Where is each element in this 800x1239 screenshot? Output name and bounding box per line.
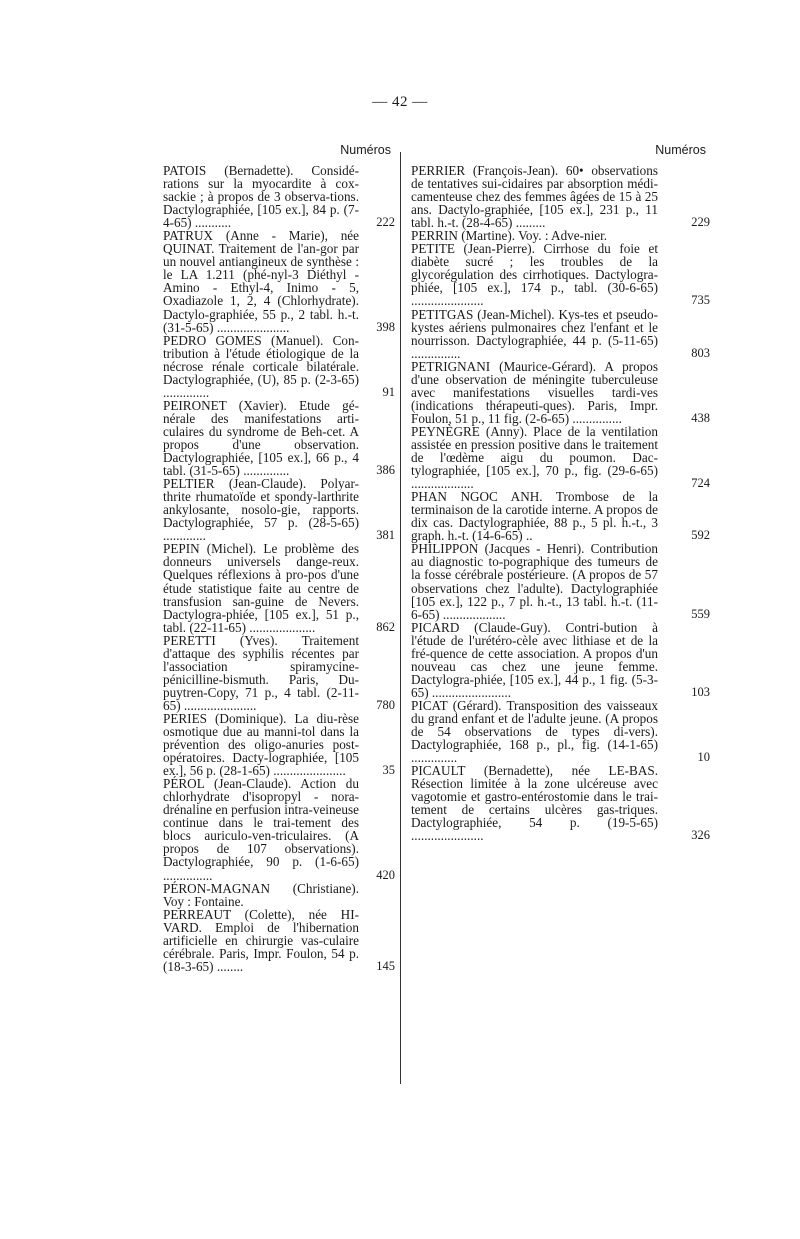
right-entry-list xyxy=(411,163,710,844)
entry-number: 35 xyxy=(382,763,395,778)
entry-text: PÉRON-MAGNAN (Christiane). Voy : Fontaine. xyxy=(163,880,359,909)
entry-text: PHAN NGOC ANH. Trombose de la terminaison de la carotide interne. A propos de dix cas. Dactylographiée, 88 p., 5 pl. h.-t., 3 graph. h.-t. (14-6-65) .. xyxy=(411,489,658,544)
entry-number: 420 xyxy=(376,867,395,882)
bibliography-entry xyxy=(163,332,395,400)
entry-text: PICARD (Claude-Guy). Contri-bution à l'étude de l'urétéro-cèle avec lithiase et de la fré-quence de cette association. A propos d'un nouveau cas chez une jeune femme. Dactylogra-phiée, [105 ex.], 44 p., 1 fig. (5-3-65) ........................ xyxy=(411,619,658,700)
entry-text: PEIRONET (Xavier). Etude gé-nérale des manifestations arti-culaires du syndrome de Beh-cet. A propos d'une observation. Dactylographiée, [105 ex.], 66 p., 4 tabl. (31-5-65) .............. xyxy=(163,397,359,479)
bibliography-entry xyxy=(163,906,395,974)
entry-number: 438 xyxy=(691,410,710,425)
entry-number: 803 xyxy=(691,345,710,360)
column-header-numeros: Numéros xyxy=(340,143,391,157)
entry-text: PATOIS (Bernadette). Considé-rations sur la myocardite à cox-sackie ; à propos de 3 observa-tions. Dactylographiée, [105 ex.], 84 p. (7-4-65) ........... xyxy=(163,163,359,231)
left-column xyxy=(163,143,395,974)
entry-number: 735 xyxy=(691,293,710,308)
bibliography-entry xyxy=(411,697,710,766)
entry-text: PICAULT (Bernadette), née LE-BAS. Résection limitée à la zone ulcéreuse avec vagotomie et gastro-entérostomie dans le trai-tement de certains ulcères gas-triques. Dactylographiée, 54 p. (19-5-65) ...................... xyxy=(411,763,658,844)
entry-number: 724 xyxy=(691,476,710,491)
entry-text: PICAT (Gérard). Transposition des vaisseaux du grand enfant et de l'adulte jeune. (A propos de 54 observations de types di-vers). Dactylographiée, 168 p., pl., fig. (14-1-65) .............. xyxy=(411,697,658,766)
entry-number: 91 xyxy=(382,384,395,399)
bibliography-entry xyxy=(163,476,395,544)
bibliography-entry xyxy=(411,358,710,426)
entry-text: PERRIER (François-Jean). 60• observations de tentatives sui-cidaires par absorption médi-camenteuse chez des femmes âgées de 15 à 25 ans. Dactylo-graphiée, [105 ex.], 231 p., 11 tabl. h.-t. (28-4-65) ......... xyxy=(411,163,658,231)
bibliography-entry xyxy=(163,541,395,635)
bibliography-entry xyxy=(163,710,395,779)
entry-text: PETITE (Jean-Pierre). Cirrhose du foie et diabète sucré ; les troubles de la glycorégulation des cirrhotiques. Dactylogra-phiée, [105 ex.], 174 p., tabl. (30-6-65) ...................... xyxy=(411,241,658,309)
entry-number: 780 xyxy=(376,697,395,712)
entry-number: 381 xyxy=(376,528,395,543)
entry-text: PERETTI (Yves). Traitement d'attaque des syphilis récentes par l'association spiramycine-pénicilline-bismuth. Paris, Du-puytren-Copy, 71 p., 4 tabl. (2-11-65) ...................... xyxy=(163,632,359,713)
entry-text: PEPIN (Michel). Le problème des donneurs universels dange-reux. Quelques réflexions à pro-pos d'une étude statistique faite au centre de transfusion san-guine de Nevers. Dactylogra-phiée, [105 ex.], 51 p., tabl. (22-11-65) .................... xyxy=(163,541,359,635)
right-column xyxy=(411,143,710,844)
bibliography-entry xyxy=(163,397,395,479)
entry-number: 398 xyxy=(376,319,395,334)
bibliography-entry xyxy=(163,632,395,713)
entry-number: 222 xyxy=(376,215,395,230)
bibliography-entry xyxy=(411,163,710,231)
entry-text: PETITGAS (Jean-Michel). Kys-tes et pseudo-kystes aériens pulmonaires chez l'enfant et le nourrisson. Dactylographiée, 44 p. (5-11-65) ............... xyxy=(411,306,658,361)
bibliography-entry xyxy=(411,423,710,492)
bibliography-entry xyxy=(163,776,395,883)
entry-text: PEDRO GOMES (Manuel). Con-tribution à l'étude étiologique de la nécrose rénale corticale bilatérale. Dactylographiée, (U), 85 p. (2-3-65) .............. xyxy=(163,332,359,400)
page-number: — 42 — xyxy=(372,94,428,110)
bibliography-entry xyxy=(411,541,710,622)
entry-number: 145 xyxy=(376,958,395,973)
entry-text: PÉROL (Jean-Claude). Action du chlorhydrate d'isopropyl - nora-drénaline en perfusion intra-veineuse continue dans le trai-tement des blocs auriculo-ven-triculaires. (A propos de 107 observations). Dactylographiée, 90 p. (1-6-65) ............... xyxy=(163,776,359,883)
bibliography-entry xyxy=(411,241,710,309)
bibliography-entry xyxy=(411,619,710,700)
entry-number: 229 xyxy=(691,215,710,230)
bibliography-entry xyxy=(411,489,710,544)
entry-text: PERRIN (Martine). Voy. : Adve-nier. xyxy=(411,228,608,244)
entry-text: PHILIPPON (Jacques - Henri). Contribution au diagnostic to-pographique des tumeurs de la fosse cérébrale postérieure. (A propos de 57 observations chez l'adulte). Dactylographiée [105 ex.], 122 p., 7 pl. h.-t., 13 tabl. h.-t. (11-6-65) ................... xyxy=(411,541,658,622)
bibliography-entry xyxy=(163,163,395,231)
entry-number: 326 xyxy=(691,828,710,843)
entry-number: 10 xyxy=(697,750,710,765)
entry-number: 559 xyxy=(691,606,710,621)
entry-number: 862 xyxy=(376,619,395,634)
entry-text: PEYNÈGRE (Anny). Place de la ventilation assistée en pression positive dans le traitement de l'œdème aigu du poumon. Dac-tylographiée, [105 ex.], 70 p., fig. (29-6-65) ................... xyxy=(411,423,658,492)
bibliography-entry xyxy=(411,763,710,844)
bibliography-entry xyxy=(163,228,395,335)
entry-text: PELTIER (Jean-Claude). Polyar-thrite rhumatoïde et spondy-larthrite ankylosante, nosolo-gie, rapports. Dactylographiée, 57 p. (28-5-65) ............. xyxy=(163,476,359,544)
bibliography-entry xyxy=(163,882,389,908)
entry-text: PETRIGNANI (Maurice-Gérard). A propos d'une observation de méningite tuberculeuse avec manifestations visuelles tardi-ves (indications thérapeuti-ques). Paris, Impr. Foulon, 51 p., 11 fig. (2-6-65) ............... xyxy=(411,358,658,426)
entry-number: 386 xyxy=(376,463,395,478)
column-header-numeros: Numéros xyxy=(655,143,706,157)
entry-number: 103 xyxy=(691,684,710,699)
entry-text: PERREAUT (Colette), née HI-VARD. Emploi de l'hibernation artificielle en chirurgie vas-culaire cérébrale. Paris, Impr. Foulon, 54 p. (18-3-65) ........ xyxy=(163,906,359,974)
bibliography-entry xyxy=(411,306,710,361)
entry-text: PERIES (Dominique). La diu-rèse osmotique due au manni-tol dans la prévention des oligo-anuries post-opératoires. Dacty-lographiée, [105 ex.], 56 p. (28-1-65) ...................... xyxy=(163,710,359,779)
left-entry-list xyxy=(163,163,395,974)
entry-text: PATRUX (Anne - Marie), née QUINAT. Traitement de l'an-gor par un nouvel antiangineux de synthèse : le LA 1.211 (phé-nyl-3 Diéthyl - Amino - Ethyl-4, Inimo - 5, Oxadiazole 1, 2, 4 (Chlorhydrate). Dactylo-graphiée, 55 p., 2 tabl. h.-t. (31-5-65) ...................... xyxy=(163,228,359,335)
entry-number: 592 xyxy=(691,528,710,543)
column-divider xyxy=(400,152,401,1084)
